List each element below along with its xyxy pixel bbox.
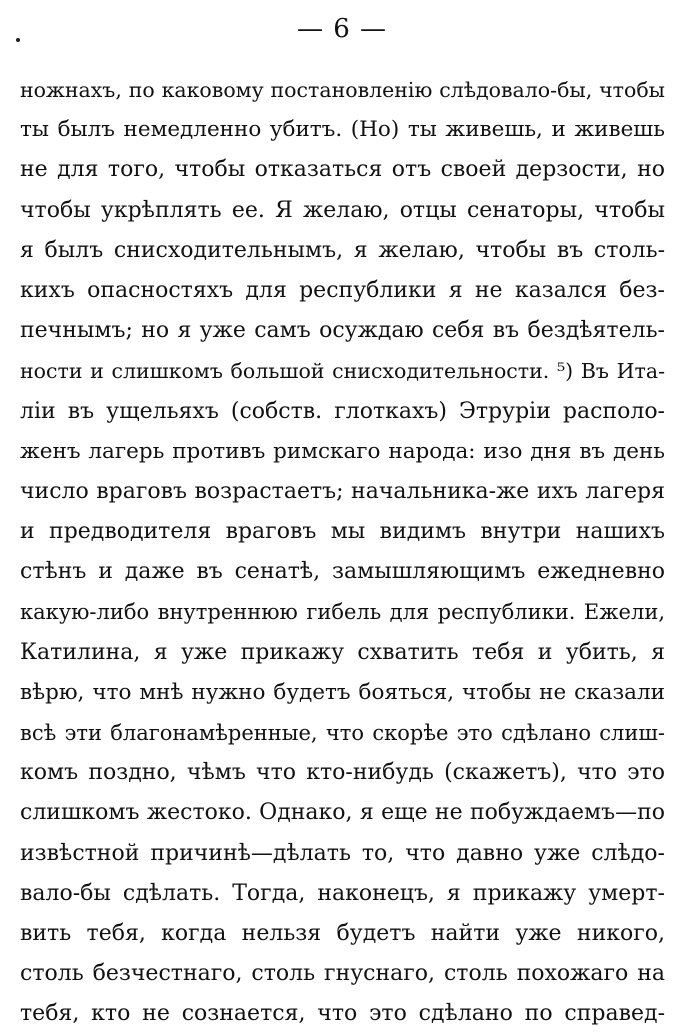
text-line: какую-либо внутреннюю гибель для республики. Ежели,	[20, 600, 665, 625]
text-line: вить тебя, когда нельзя будетъ найти уже никого,	[20, 920, 665, 946]
print-speck	[16, 38, 20, 42]
page-number: — 6 —	[296, 14, 388, 44]
text-line: столь безчестнаго, столь гнуснаго, столь похожаго на	[20, 961, 665, 987]
body-text	[20, 70, 665, 1035]
text-line: комъ поздно, чѣмъ что кто-нибудь (скажетъ), что это	[20, 760, 665, 786]
text-line: ности и слишкомъ большой снисходительности. ⁵) Въ Ита-	[20, 359, 665, 384]
text-line: число враговъ возрастаетъ; начальника-же ихъ лагеря	[20, 478, 665, 504]
text-line: кихъ опасностяхъ для республики я не казался без-	[20, 277, 665, 303]
text-line: вало-бы сдѣлать. Тогда, наконецъ, я прикажу умерт-	[20, 880, 665, 906]
text-line: вѣрю, что мнѣ нужно будетъ бояться, чтобы не сказали	[20, 679, 665, 705]
text-line: ліи въ ущельяхъ (собств. глоткахъ) Этруріи располо-	[20, 398, 665, 424]
text-line: Катилина, я уже прикажу схватить тебя и убить, я	[20, 639, 665, 665]
text-line: стѣнъ и даже въ сенатѣ, замышляющимъ ежедневно	[20, 559, 665, 585]
text-line: ты былъ немедленно убитъ. (Но) ты живешь, и живешь	[20, 117, 665, 143]
text-line: женъ лагерь противъ римскаго народа: изо дня въ день	[20, 438, 665, 464]
text-line: не для того, чтобы отказаться отъ своей дерзости, но	[20, 157, 665, 183]
text-line: ножнахъ, по каковому постановленію слѣдовало-бы, чтобы	[20, 78, 665, 102]
text-line: всѣ эти благонамѣренные, что скорѣе это сдѣлано слиш-	[20, 721, 665, 745]
text-line: и предводителя враговъ мы видимъ внутри нашихъ	[20, 519, 665, 545]
text-line: тебя, кто не сознается, что это сдѣлано по справед-	[20, 1001, 665, 1027]
text-line: печнымъ; но я уже самъ осуждаю себя въ бездѣятель-	[20, 318, 665, 344]
text-line: слишкомъ жестоко. Однако, я еще не побуждаемъ—по	[20, 800, 665, 826]
text-line: чтобы укрѣплять ее. Я желаю, отцы сенаторы, чтобы	[20, 197, 665, 223]
text-line: я былъ снисходительнымъ, я желаю, чтобы въ столь-	[20, 237, 665, 263]
text-line: извѣстной причинѣ—дѣлать то, что давно уже слѣдо-	[20, 840, 665, 866]
